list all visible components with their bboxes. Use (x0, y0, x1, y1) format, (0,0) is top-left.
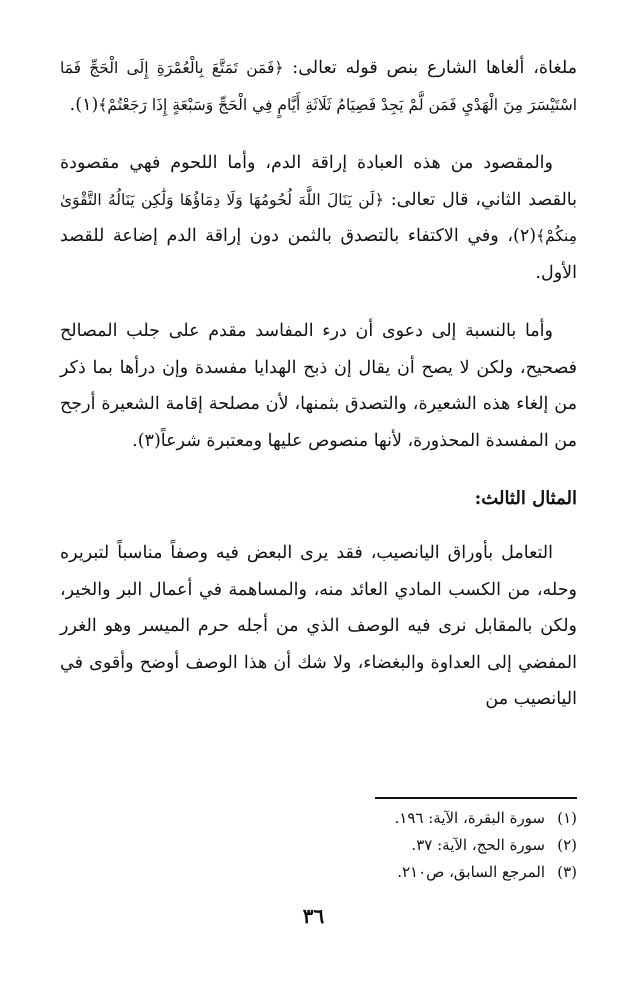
quran-verse-2: ﴿لَن يَنَالَ اللَّهَ لُحُومُهَا وَلَا دِمَاؤُهَا وَلَٰكِن يَنَالُهُ التَّقْوَىٰ مِنكُمْ﴾ (60, 190, 577, 245)
paragraph-1 (60, 50, 577, 123)
paragraph-2-text: والمقصود من هذه العبادة إراقة الدم، وأما اللحوم فهي مقصودة بالقصد الثاني، قال تعالى: (60, 153, 577, 210)
page-body (60, 50, 577, 740)
paragraph-3 (60, 313, 577, 459)
section-heading: المثال الثالث: (474, 488, 577, 509)
footnotes (177, 805, 577, 886)
footnote-3 (177, 859, 577, 886)
footnote-number: (١) (557, 809, 577, 827)
footnote-number: (٣) (557, 863, 577, 881)
footnote-text: المرجع السابق، ص٢١٠. (397, 863, 545, 881)
footnote-text: سورة الحج، الآية: ٣٧. (411, 836, 545, 854)
paragraph-2 (60, 145, 577, 291)
paragraph-4: التعامل بأوراق اليانصيب، فقد يرى البعض فيه وصفاً مناسباً لتبريره وحله، من الكسب المادي العائد منه، والمساهمة في أعمال البر والخير، ولكن بالمقابل نرى فيه الوصف الذي من أجله حرم الميسر وهو الغرر المفضي إلى العداوة والبغضاء، ولا شك أن هذا الوصف أوضح وأقوى في اليانصيب من (60, 543, 577, 709)
footnote-1 (177, 805, 577, 832)
page-number: ٣٦ (302, 904, 325, 928)
footnote-2 (177, 832, 577, 859)
paragraph-2-tail: (٢)، وفي الاكتفاء بالتصدق بالثمن دون إراقة الدم إضاعة للقصد الأول. (60, 226, 577, 283)
footnote-separator (375, 797, 577, 799)
paragraph-3-text: وأما بالنسبة إلى دعوى أن درء المفاسد مقدم على جلب المصالح فصحيح، ولكن لا يصح أن يقال إن ذبح الهدايا مفسدة وإن درأها بما ذكر من إلغاء هذه الشعيرة، والتصدق بثمنها، لأن مصلحة إقامة الشعيرة أرجح من المفسدة المحذورة، لأنها منصوص عليها ومعتبرة شرعاً(٣). (60, 321, 578, 451)
quran-verse-1: ﴿فَمَن تَمَتَّعَ بِالْعُمْرَةِ إِلَى الْحَجِّ فَمَا اسْتَيْسَرَ مِنَ الْهَدْيِ فَمَن لَّمْ يَجِدْ فَصِيَامُ ثَلَاثَةِ أَيَّامٍ فِي الْحَجِّ وَسَبْعَةٍ إِذَا رَجَعْتُمْ﴾ (60, 59, 577, 114)
footnote-number: (٢) (557, 836, 577, 854)
paragraph-1-tail: (١). (69, 94, 99, 115)
paragraph-1-text: ملغاة، ألغاها الشارع بنص قوله تعالى: (283, 58, 577, 78)
footnote-text: سورة البقرة، الآية: ١٩٦. (394, 809, 545, 827)
